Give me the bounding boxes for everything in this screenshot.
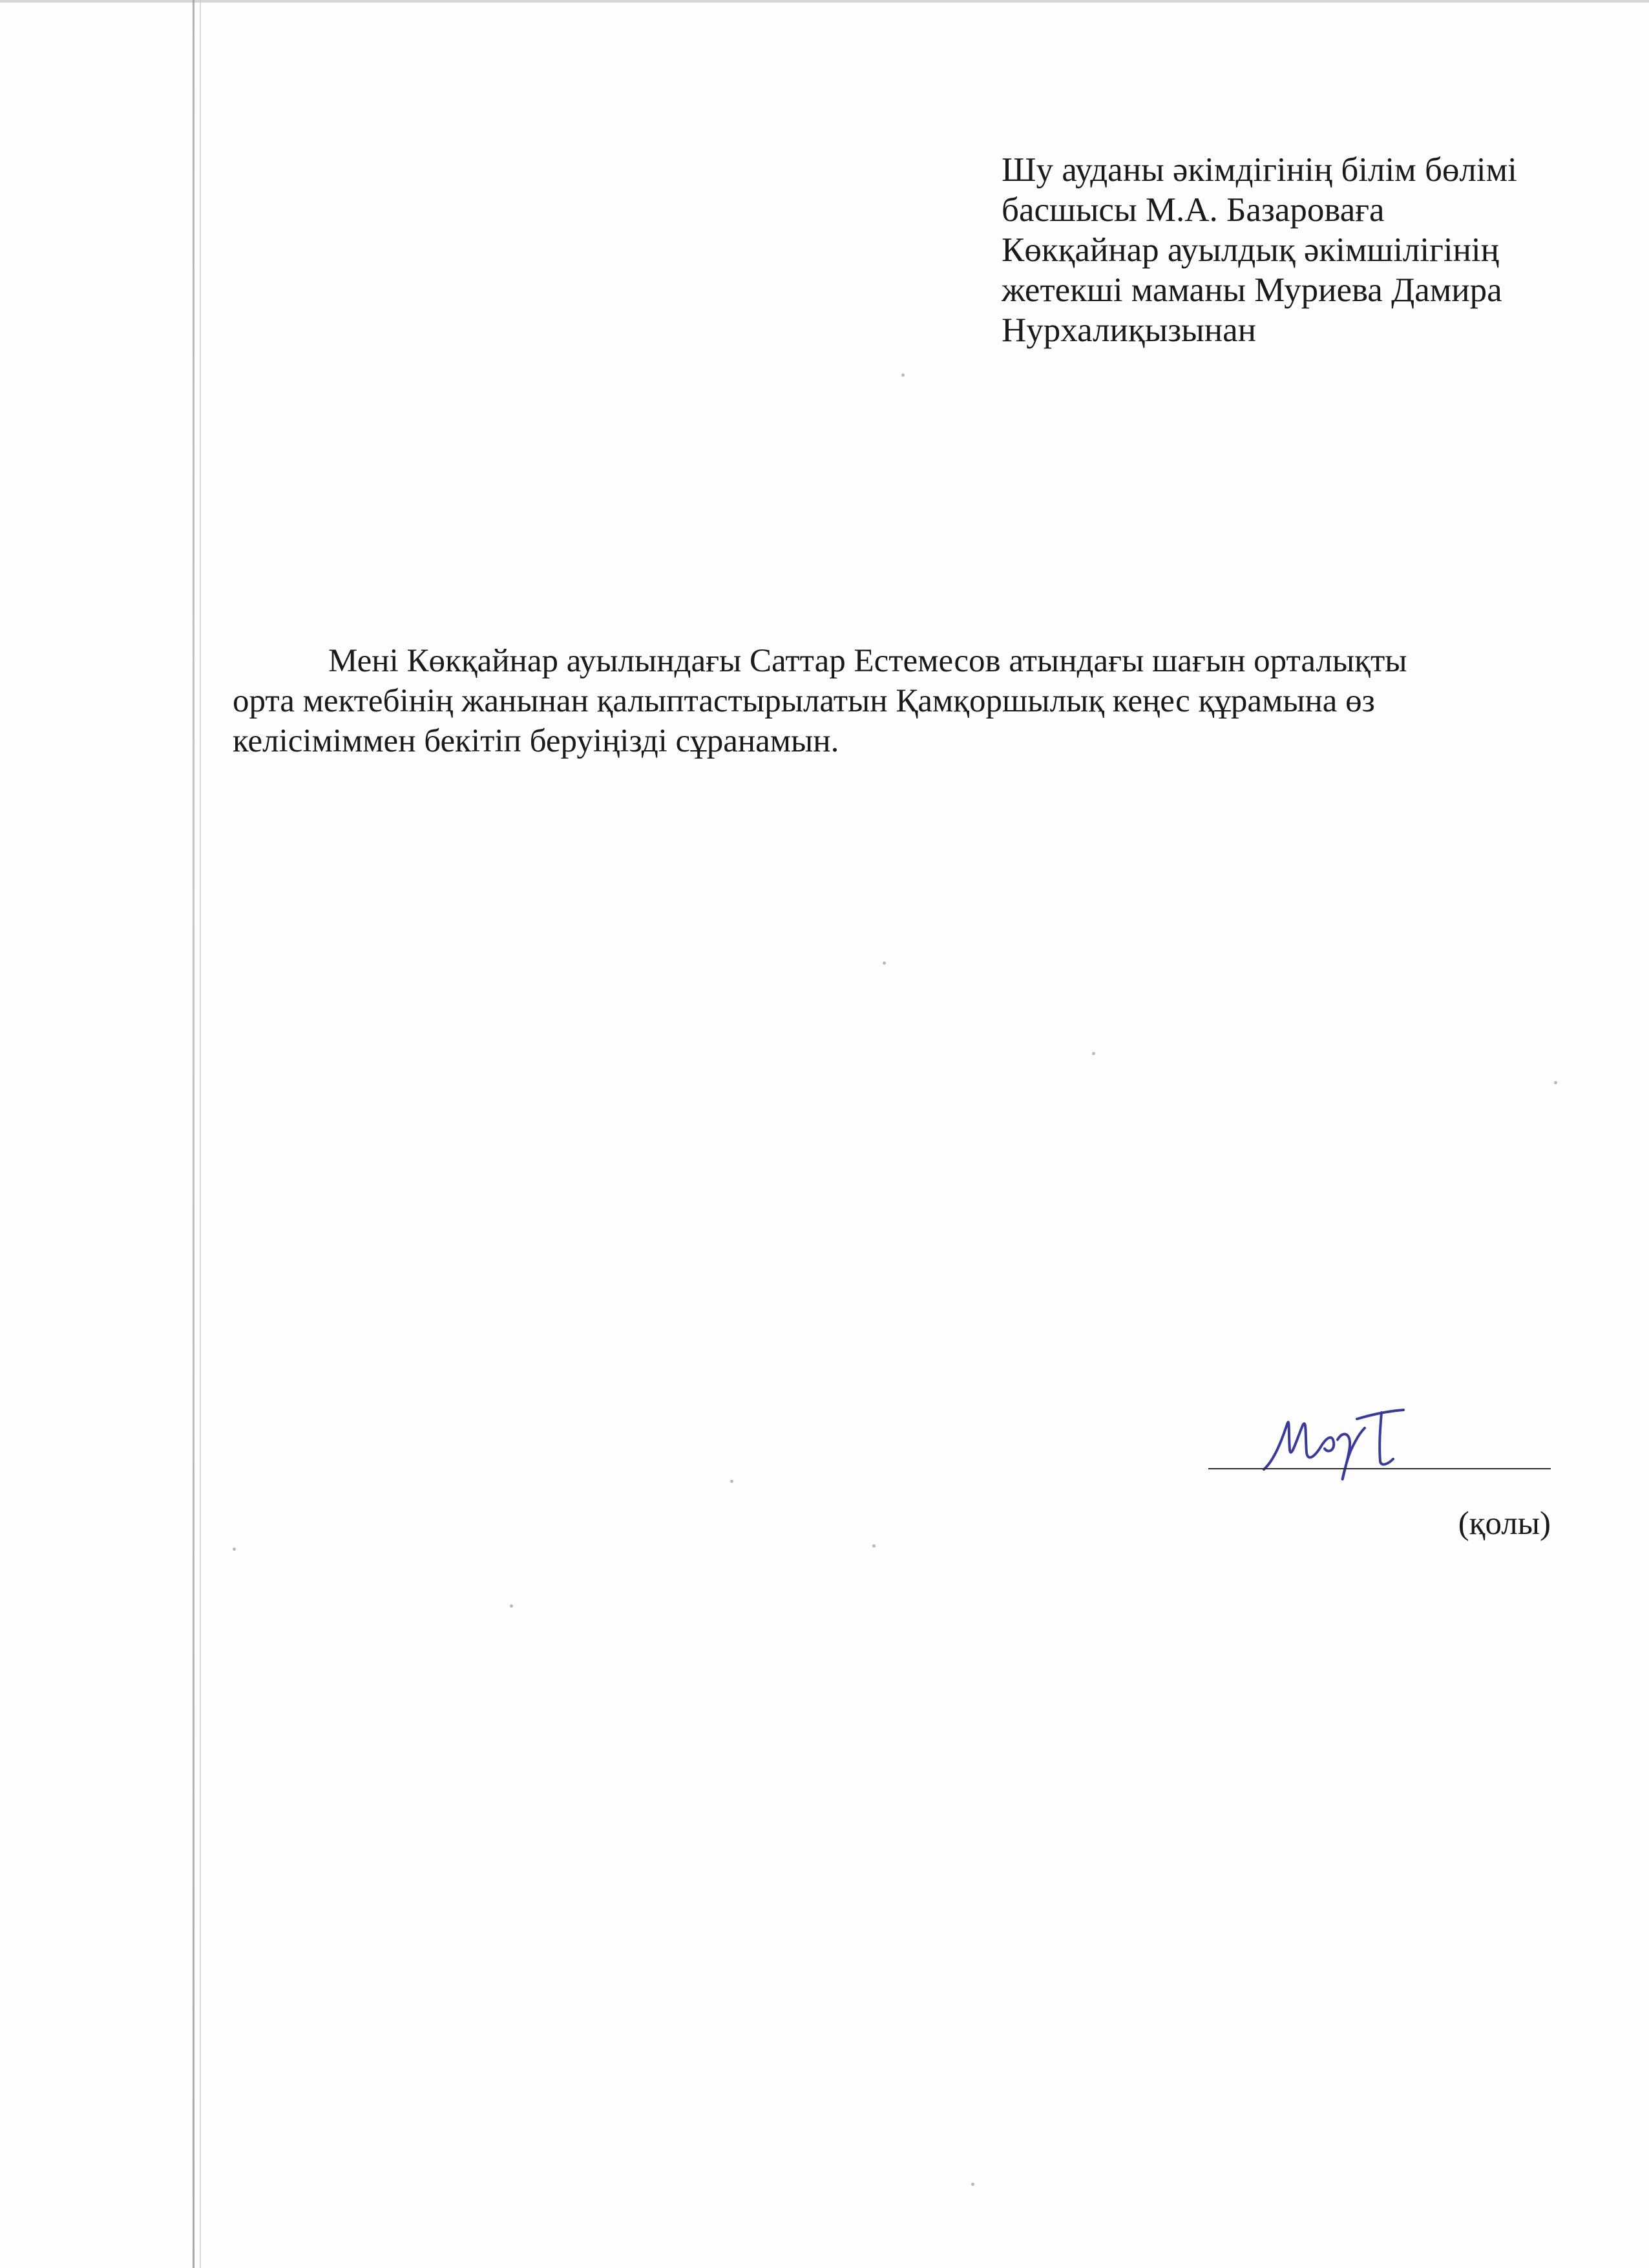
scan-speck — [1092, 1052, 1095, 1055]
scan-edge — [0, 0, 1649, 3]
scan-fold-line — [193, 0, 194, 2268]
scan-speck — [1554, 1081, 1557, 1084]
scan-fold-line-secondary — [200, 0, 201, 2268]
signature-line — [1208, 1468, 1551, 1469]
body-line: Мені Көкқайнар ауылындағы Саттар Естемесов атындағы шағын орталықты — [328, 643, 1407, 679]
scan-speck — [510, 1604, 513, 1608]
addressee-line: Шу ауданы әкімдігінің білім бөлімі — [1002, 151, 1517, 189]
signature-caption: (қолы) — [1458, 1506, 1551, 1542]
addressee-line: жетекші маманы Муриева Дамира — [1002, 271, 1502, 309]
request-body — [233, 641, 1544, 761]
addressee-block — [1002, 150, 1609, 350]
body-line: орта мектебінің жанынан қалыптастырылатын Қамқоршылық кеңес құрамына өз — [233, 683, 1375, 719]
addressee-line: Нурхалиқызынан — [1002, 311, 1257, 349]
scan-speck — [233, 1548, 236, 1551]
signature-block — [1208, 1389, 1551, 1557]
scan-speck — [971, 2183, 974, 2186]
scan-speck — [872, 1544, 876, 1548]
scan-speck — [883, 961, 886, 965]
handwritten-signature — [1260, 1402, 1415, 1486]
scan-speck — [901, 373, 905, 377]
body-line: келісіміммен бекітіп беруіңізді сұранамын. — [233, 723, 839, 759]
scan-speck — [730, 1480, 733, 1483]
addressee-line: басшысы М.А. Базароваға — [1002, 191, 1385, 229]
addressee-line: Көкқайнар ауылдық әкімшілігінің — [1002, 231, 1500, 269]
